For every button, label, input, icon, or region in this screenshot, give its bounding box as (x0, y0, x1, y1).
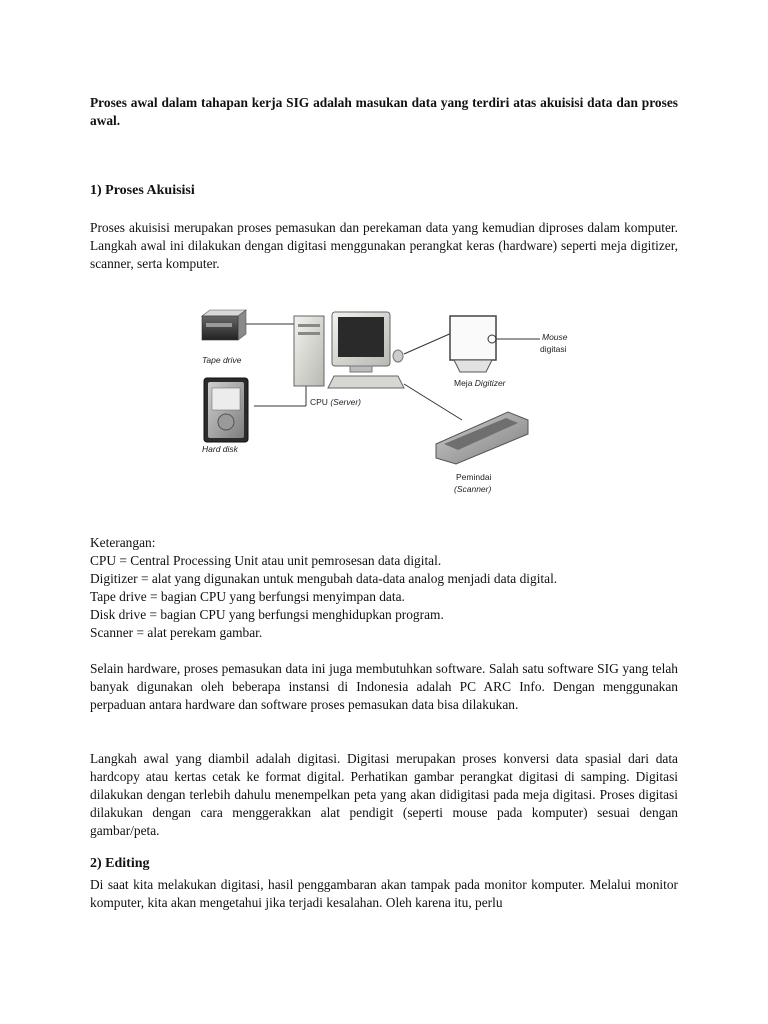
hard-disk-label: Hard disk (202, 444, 238, 454)
intro-paragraph: Proses awal dalam tahapan kerja SIG adalah masukan data yang terdiri atas akuisisi data dan proses awal. (90, 95, 678, 128)
legend-notes (90, 534, 678, 642)
note-item: Tape drive = bagian CPU yang berfungsi menyimpan data. (90, 589, 405, 604)
computer-icon (294, 312, 404, 388)
scanner-icon (436, 412, 528, 464)
cpu-label: CPU (Server) (310, 397, 362, 407)
digitizer-icon (450, 316, 496, 372)
scanner-label: Pemindai (456, 472, 492, 482)
digitasi-label: digitasi (540, 344, 567, 354)
hardware-diagram (192, 302, 578, 502)
digitizing-hardware-figure (192, 302, 578, 502)
digitizing-paragraph: Langkah awal yang diambil adalah digitasi. Digitasi merupakan proses konversi data spasial dari data hardcopy atau kertas cetak ke format digital. Perhatikan gambar perangkat digitasi di samping. Digitasi dilakukan dengan terlebih dahulu menempelkan peta yang akan didigitasi pada meja digitasi. Proses digitasi dilakukan dengan cara menggerakkan alat pendigit (seperti mouse pada komputer) sesuai dengan gambar/peta. (90, 751, 678, 838)
software-paragraph: Selain hardware, proses pemasukan data ini juga membutuhkan software. Salah satu software SIG yang telah banyak digunakan oleh beberapa instansi di Indonesia adalah PC ARC Info. Dengan menggunakan perpaduan antara hardware dan software proses pemasukan data bisa dilakukan. (90, 661, 678, 712)
tape-drive-icon (202, 310, 246, 340)
note-item: Disk drive = bagian CPU yang berfungsi menghidupkan program. (90, 607, 444, 622)
section1-heading: 1) Proses Akuisisi (90, 183, 195, 198)
scanner-sublabel: (Scanner) (454, 484, 492, 494)
notes-title: Keterangan: (90, 535, 156, 550)
note-item: Scanner = alat perekam gambar. (90, 625, 263, 640)
note-item: Digitizer = alat yang digunakan untuk mengubah data-data analog menjadi data digital. (90, 571, 558, 586)
tape-drive-label: Tape drive (202, 355, 242, 365)
section2-paragraph: Di saat kita melakukan digitasi, hasil penggambaran akan tampak pada monitor komputer. Melalui monitor komputer, kita akan mengetahui jika terjadi kesalahan. Oleh karena itu, perlu (90, 877, 678, 910)
section1-paragraph: Proses akuisisi merupakan proses pemasukan dan perekaman data yang kemudian diproses dalam komputer. Langkah awal ini dilakukan dengan digitasi menggunakan perangkat keras (hardware) seperti meja digitizer, scanner, serta komputer. (90, 220, 678, 271)
mouse-label: Mouse (542, 332, 568, 342)
section2-heading: 2) Editing (90, 856, 150, 871)
digitizer-label: Meja Digitizer (454, 378, 506, 388)
note-item: CPU = Central Processing Unit atau unit pemrosesan data digital. (90, 553, 442, 568)
hard-disk-icon (204, 378, 248, 442)
